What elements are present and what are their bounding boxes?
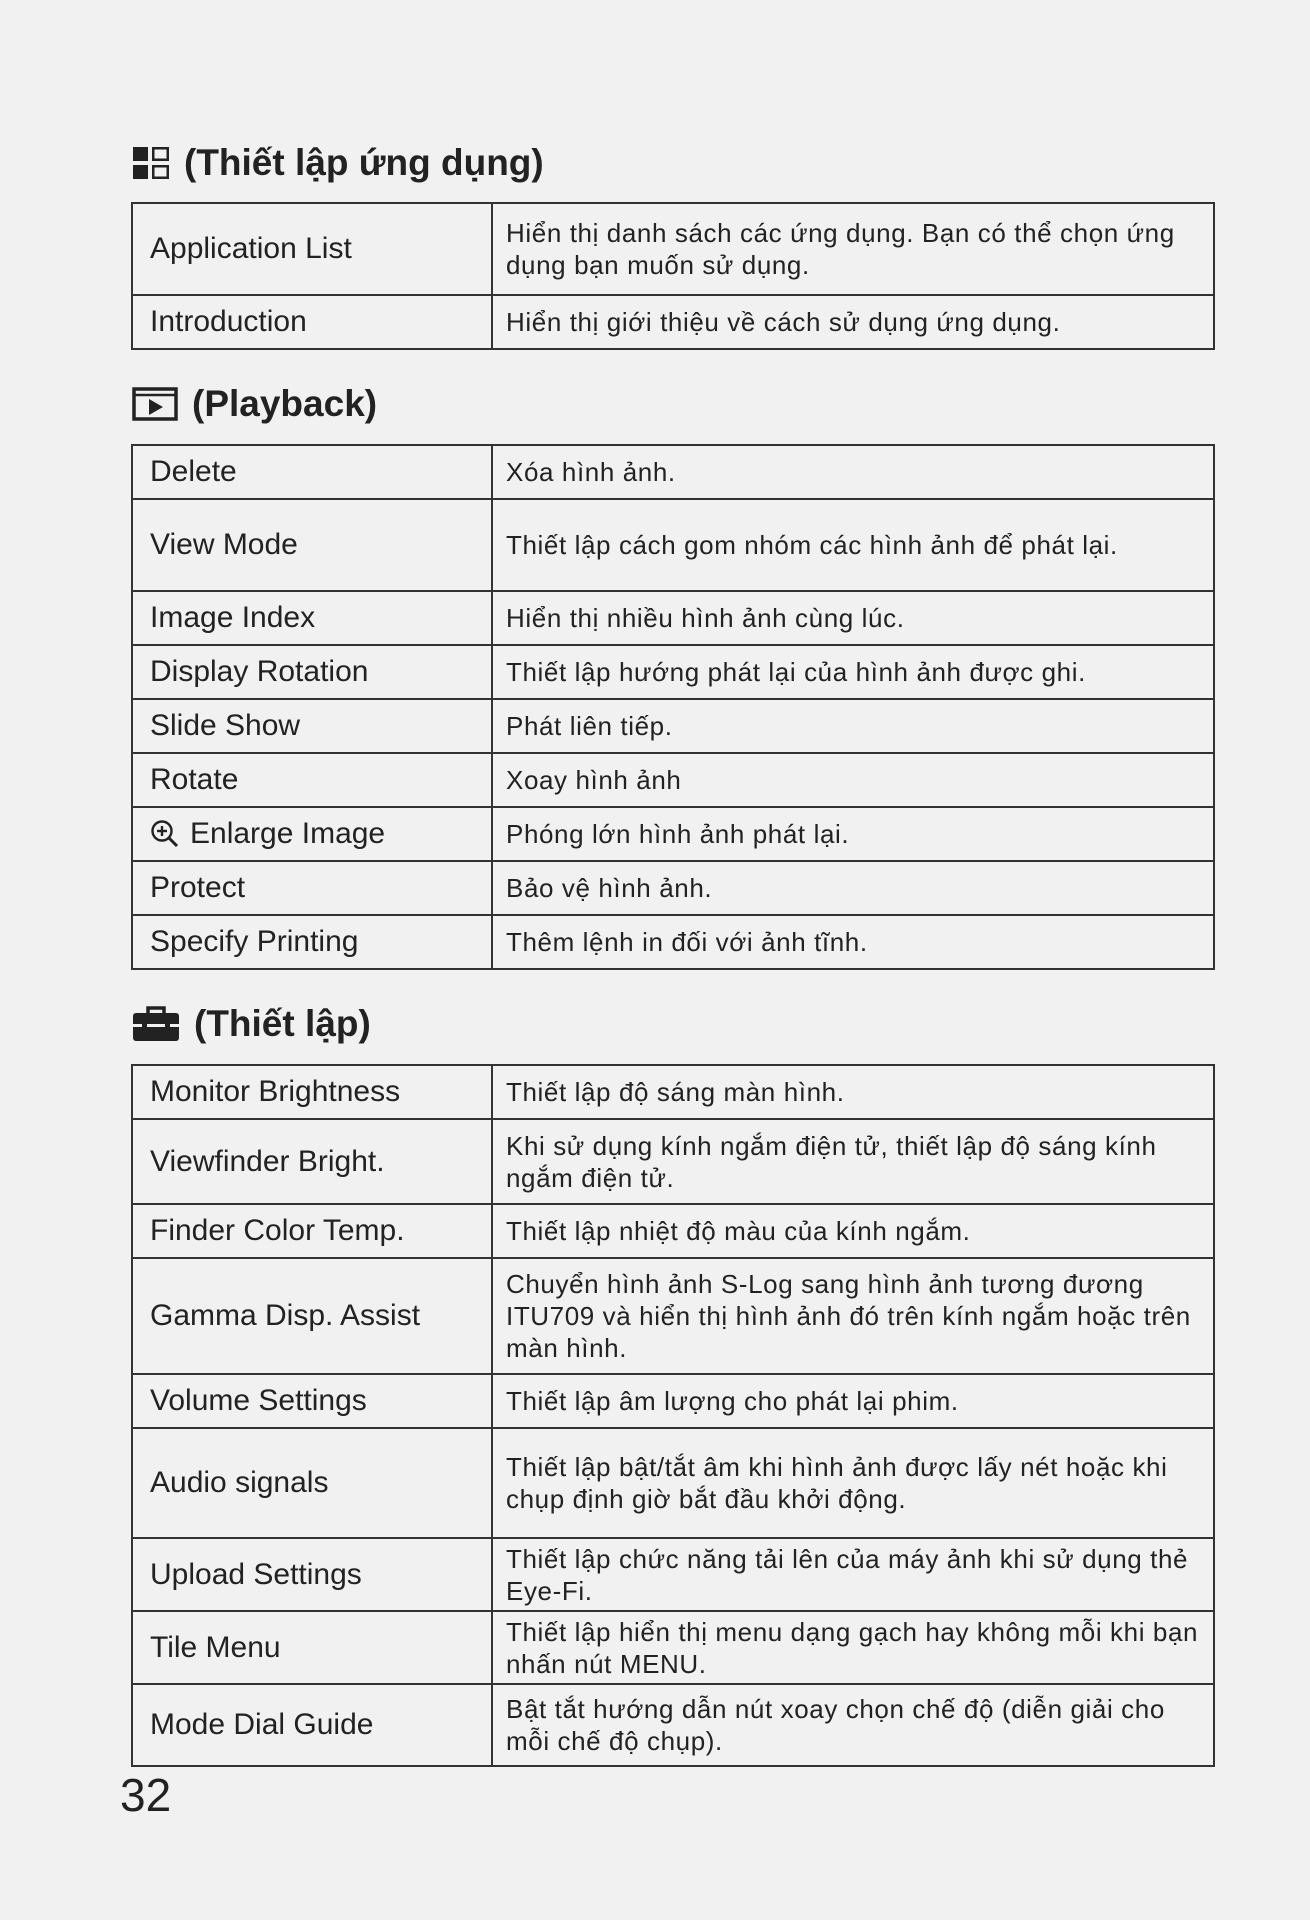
setting-name: Mode Dial Guide bbox=[132, 1684, 492, 1766]
section-title: (Thiết lập ứng dụng) bbox=[184, 142, 544, 183]
setting-name: View Mode bbox=[132, 499, 492, 591]
setting-description: Bật tắt hướng dẫn nút xoay chọn chế độ (diễn giải cho mỗi chế độ chụp). bbox=[492, 1684, 1214, 1766]
section-title: (Playback) bbox=[192, 383, 378, 424]
setting-name: Upload Settings bbox=[132, 1538, 492, 1611]
setting-description: Thiết lập hiển thị menu dạng gạch hay không mỗi khi bạn nhấn nút MENU. bbox=[492, 1611, 1214, 1684]
setting-description: Thiết lập bật/tắt âm khi hình ảnh được lấy nét hoặc khi chụp định giờ bắt đầu khởi động. bbox=[492, 1428, 1214, 1538]
setting-name: Introduction bbox=[132, 295, 492, 349]
table-row bbox=[132, 445, 1214, 499]
setting-description: Hiển thị danh sách các ứng dụng. Bạn có thể chọn ứng dụng bạn muốn sử dụng. bbox=[492, 203, 1214, 295]
setting-description: Thiết lập nhiệt độ màu của kính ngắm. bbox=[492, 1204, 1214, 1258]
setting-name: Rotate bbox=[132, 753, 492, 807]
table-row bbox=[132, 1204, 1214, 1258]
table-row bbox=[132, 1119, 1214, 1204]
setting-description: Thiết lập độ sáng màn hình. bbox=[492, 1065, 1214, 1119]
setting-name: Volume Settings bbox=[132, 1374, 492, 1428]
setting-description: Thêm lệnh in đối với ảnh tĩnh. bbox=[492, 915, 1214, 969]
toolbox-icon bbox=[132, 1005, 180, 1043]
setting-name: Slide Show bbox=[132, 699, 492, 753]
playback-settings-table bbox=[131, 444, 1215, 970]
setting-description: Xoay hình ảnh bbox=[492, 753, 1214, 807]
table-row bbox=[132, 861, 1214, 915]
table-row bbox=[132, 915, 1214, 969]
setting-description: Phóng lớn hình ảnh phát lại. bbox=[492, 807, 1214, 861]
table-row bbox=[132, 1538, 1214, 1611]
table-row bbox=[132, 499, 1214, 591]
table-row bbox=[132, 203, 1214, 295]
setting-name: Monitor Brightness bbox=[132, 1065, 492, 1119]
section-heading-application bbox=[132, 142, 544, 184]
application-settings-table bbox=[131, 202, 1215, 350]
setting-description: Bảo vệ hình ảnh. bbox=[492, 861, 1214, 915]
setting-name: Audio signals bbox=[132, 1428, 492, 1538]
setting-description: Xóa hình ảnh. bbox=[492, 445, 1214, 499]
setting-name: Image Index bbox=[132, 591, 492, 645]
section-heading-setup bbox=[132, 1003, 371, 1045]
table-row bbox=[132, 1065, 1214, 1119]
setting-description: Thiết lập hướng phát lại của hình ảnh được ghi. bbox=[492, 645, 1214, 699]
setting-description: Khi sử dụng kính ngắm điện tử, thiết lập độ sáng kính ngắm điện tử. bbox=[492, 1119, 1214, 1204]
setting-description: Chuyển hình ảnh S-Log sang hình ảnh tương đương ITU709 và hiển thị hình ảnh đó trên kính ngắm hoặc trên màn hình. bbox=[492, 1258, 1214, 1374]
table-row bbox=[132, 295, 1214, 349]
table-row bbox=[132, 807, 1214, 861]
setting-name: Viewfinder Bright. bbox=[132, 1119, 492, 1204]
setting-description: Phát liên tiếp. bbox=[492, 699, 1214, 753]
setting-name: Display Rotation bbox=[132, 645, 492, 699]
zoom-in-icon bbox=[150, 819, 180, 849]
setting-name: Specify Printing bbox=[132, 915, 492, 969]
table-row bbox=[132, 645, 1214, 699]
setting-name: Application List bbox=[132, 203, 492, 295]
table-row bbox=[132, 1374, 1214, 1428]
table-row bbox=[132, 1258, 1214, 1374]
setting-name: Delete bbox=[132, 445, 492, 499]
section-title: (Thiết lập) bbox=[194, 1003, 371, 1044]
setting-name: Protect bbox=[132, 861, 492, 915]
page-number: 32 bbox=[120, 1769, 172, 1821]
table-row bbox=[132, 699, 1214, 753]
setting-description: Hiển thị giới thiệu về cách sử dụng ứng dụng. bbox=[492, 295, 1214, 349]
setting-name: Tile Menu bbox=[132, 1611, 492, 1684]
setup-settings-table bbox=[131, 1064, 1215, 1767]
setting-description: Thiết lập chức năng tải lên của máy ảnh khi sử dụng thẻ Eye-Fi. bbox=[492, 1538, 1214, 1611]
setting-description: Thiết lập âm lượng cho phát lại phim. bbox=[492, 1374, 1214, 1428]
table-row bbox=[132, 1428, 1214, 1538]
setting-name: Gamma Disp. Assist bbox=[132, 1258, 492, 1374]
table-row bbox=[132, 1684, 1214, 1766]
playback-icon bbox=[132, 387, 178, 421]
setting-description: Thiết lập cách gom nhóm các hình ảnh để phát lại. bbox=[492, 499, 1214, 591]
application-icon bbox=[132, 145, 170, 181]
table-row bbox=[132, 1611, 1214, 1684]
setting-name: Enlarge Image bbox=[132, 807, 492, 861]
table-row bbox=[132, 591, 1214, 645]
setting-name: Finder Color Temp. bbox=[132, 1204, 492, 1258]
section-heading-playback bbox=[132, 383, 377, 425]
table-row bbox=[132, 753, 1214, 807]
setting-description: Hiển thị nhiều hình ảnh cùng lúc. bbox=[492, 591, 1214, 645]
